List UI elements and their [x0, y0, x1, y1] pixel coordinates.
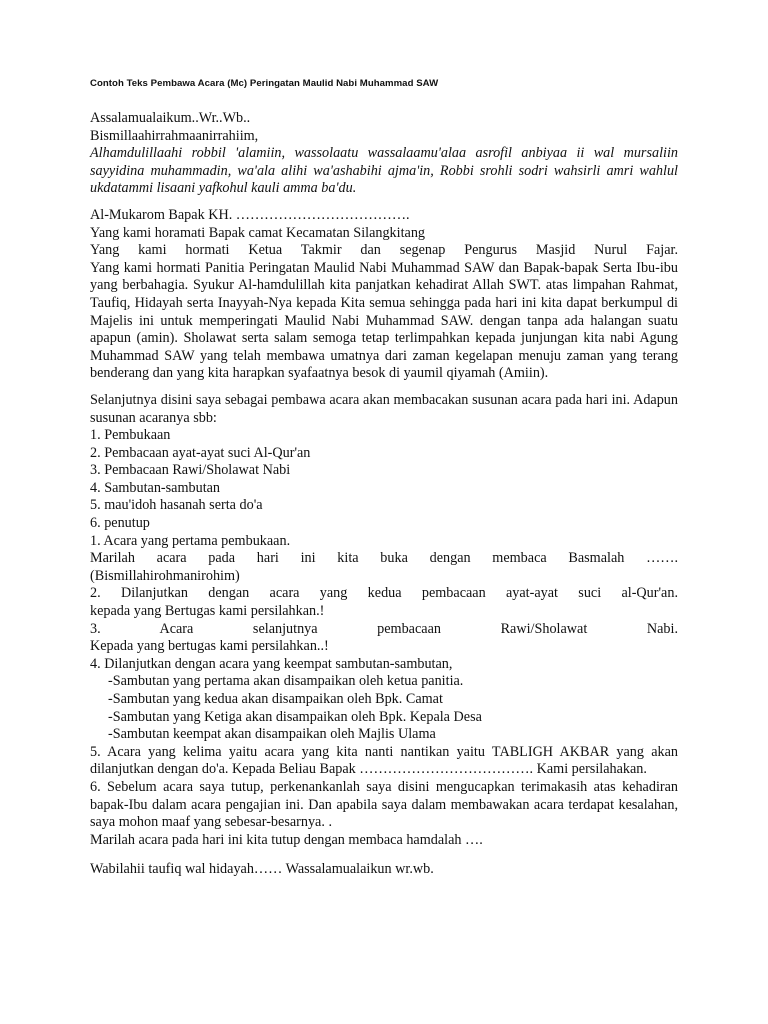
sequence-1-heading: 1. Acara yang pertama pembukaan.	[90, 532, 291, 549]
salam-line: Assalamualaikum..Wr..Wb..	[90, 110, 251, 126]
agenda-intro: Selanjutnya disini saya sebagai pembawa acara akan membacakan susunan acara pada hari ini. Adapun susunan acaranya sbb:	[90, 391, 678, 426]
agenda-item: 5. mau'idoh hasanah serta do'a	[90, 497, 263, 514]
sequence-section	[90, 533, 678, 850]
honorific-panitia-paragraph: Yang kami hormati Panitia Peringatan Maulid Nabi Muhammad SAW dan Bapak-bapak Serta Ibu-ibu yang berbahagia. Syukur Al-hamdulillah kita panjatkan kehadirat Allah SWT. atas limpahan Rahmat, Taufiq, Hidayah serta Inayyah-Nya kepada Kita semua sehingga pada hari ini kita dapat berkumpul di Majelis ini untuk memperingati Maulid Nabi Muhammad SAW. dengan tanpa ada halangan suatu apapun (amin). Sholawat serta salam semoga tetap terlimpahkan kepada junjungan kita nabi Agung Muhammad SAW yang telah membawa umatnya dari zaman kegelapan menuju zaman yang terang benderang dan yang kita harapkan syafaatnya besok di yaumil qiyamah (Amiin).	[90, 259, 678, 382]
agenda-item: 2. Pembacaan ayat-ayat suci Al-Qur'an	[90, 444, 311, 461]
sequence-2-tail: kepada yang Bertugas kami persilahkan.!	[90, 603, 325, 620]
agenda-section	[90, 392, 678, 533]
sequence-5-paragraph: 5. Acara yang kelima yaitu acara yang kita nanti nantikan yaitu TABLIGH AKBAR yang akan dilanjutkan dengan do'a. Kepada Beliau Bapak ………………………………. Kami persilahakan.	[90, 743, 678, 778]
sequence-3-tail: Kepada yang bertugas kami persilahkan..!	[90, 638, 329, 655]
agenda-item: 3. Pembacaan Rawi/Sholawat Nabi	[90, 462, 291, 479]
sambutan-item: -Sambutan keempat akan disampaikan oleh Majlis Ulama	[108, 726, 436, 743]
honorific-kh: Al-Mukarom Bapak KH. ……………………………….	[90, 206, 410, 223]
honorific-takmir: Yang kami hormati Ketua Takmir dan segenap Pengurus Masjid Nurul Fajar.	[90, 242, 678, 259]
agenda-item: 6. penutup	[90, 515, 150, 532]
sambutan-item: -Sambutan yang pertama akan disampaikan oleh ketua panitia.	[108, 673, 464, 690]
sambutan-item: -Sambutan yang Ketiga akan disampaikan oleh Bpk. Kepala Desa	[108, 708, 482, 725]
honorific-camat: Yang kami horamati Bapak camat Kecamatan Silangkitang	[90, 224, 426, 241]
sequence-4-heading: 4. Dilanjutkan dengan acara yang keempat sambutan-sambutan,	[90, 655, 453, 672]
honorifics-section	[90, 207, 678, 383]
sequence-1-tail: (Bismillahirohmanirohim)	[90, 567, 240, 584]
sequence-6-paragraph: 6. Sebelum acara saya tutup, perkenankanlah saya disini mengucapkan terimakasih atas kehadiran bapak-Ibu dalam acara pengajian ini. Dan apabila saya dalam membawakan acara terdapat kesalahan, saya mohon maaf yang sebesar-besarnya. .	[90, 778, 678, 831]
hamdalah-paragraph: Alhamdulillaahi robbil 'alamiin, wassolaatu wassalaamu'alaa asrofil anbiyaa ii wal mursaliin sayyidina muhammadin, wa'ala alihi wa'ashabihi ajma'in, Robbi srohli sodri wahsirli amri wahlul ukdatammi lisaani yafkohul kauli amma ba'du.	[90, 145, 678, 197]
sequence-3-line: 3. Acara selanjutnya pembacaan Rawi/Sholawat Nabi.	[90, 620, 678, 637]
sequence-2-line: 2. Dilanjutkan dengan acara yang kedua pembacaan ayat-ayat suci al-Qur'an.	[90, 585, 678, 602]
sequence-1-line: Marilah acara pada hari ini kita buka dengan membaca Basmalah …….	[90, 550, 678, 567]
basmalah-line: Bismillaahirrahmaanirrahiim,	[90, 127, 259, 144]
closing-salam: Wabilahii taufiq wal hidayah…… Wassalamualaikun wr.wb.	[90, 861, 434, 878]
agenda-item: 1. Pembukaan	[90, 427, 171, 444]
document-title: Contoh Teks Pembawa Acara (Mc) Peringatan Maulid Nabi Muhammad SAW	[90, 78, 439, 89]
closing-hamdalah-line: Marilah acara pada hari ini kita tutup dengan membaca hamdalah ….	[90, 831, 483, 848]
agenda-item: 4. Sambutan-sambutan	[90, 479, 221, 496]
sambutan-item: -Sambutan yang kedua akan disampaikan oleh Bpk. Camat	[108, 691, 443, 707]
document-page	[90, 78, 678, 879]
opening-section	[90, 110, 678, 198]
